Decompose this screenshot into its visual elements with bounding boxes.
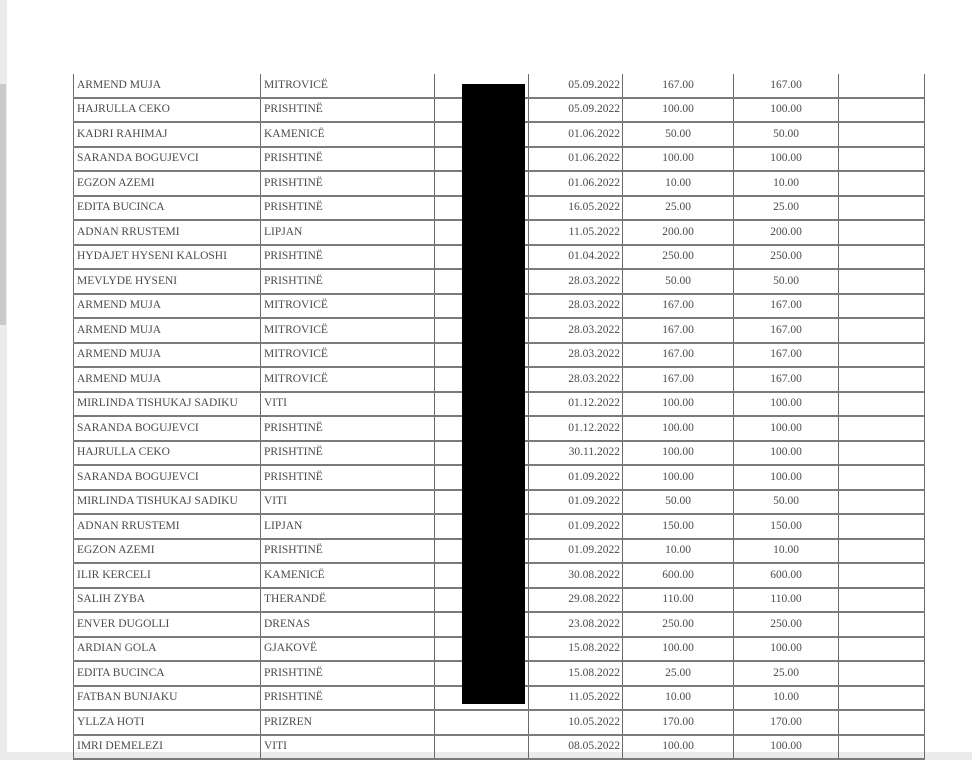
cell-amount: 167.00: [623, 367, 734, 392]
cell-notes: [839, 318, 925, 343]
cell-amount-paid: 170.00: [734, 710, 839, 735]
cell-name: MIRLINDA TISHUKAJ SADIKU: [74, 490, 261, 515]
cell-amount: 10.00: [623, 171, 734, 196]
cell-name: EDITA BUCINCA: [74, 661, 261, 686]
cell-city: PRISHTINË: [261, 441, 435, 466]
cell-amount: 250.00: [623, 612, 734, 637]
table-row: [74, 710, 925, 735]
cell-amount: 167.00: [623, 343, 734, 368]
cell-city: PRISHTINË: [261, 245, 435, 270]
cell-notes: [839, 98, 925, 123]
cell-date: 28.03.2022: [529, 367, 623, 392]
cell-city: MITROVICË: [261, 318, 435, 343]
cell-amount: 50.00: [623, 122, 734, 147]
cell-name: FATBAN BUNJAKU: [74, 686, 261, 711]
cell-name: MIRLINDA TISHUKAJ SADIKU: [74, 392, 261, 417]
cell-notes: [839, 392, 925, 417]
cell-date: 05.09.2022: [529, 74, 623, 98]
cell-city: MITROVICË: [261, 343, 435, 368]
cell-amount: 100.00: [623, 465, 734, 490]
cell-notes: [839, 588, 925, 613]
cell-date: 01.09.2022: [529, 490, 623, 515]
cell-notes: [839, 539, 925, 564]
cell-date: 10.05.2022: [529, 710, 623, 735]
cell-amount: 100.00: [623, 441, 734, 466]
cell-name: ARMEND MUJA: [74, 294, 261, 319]
cell-city: MITROVICË: [261, 294, 435, 319]
cell-date: 15.08.2022: [529, 637, 623, 662]
cell-amount-paid: 110.00: [734, 588, 839, 613]
cell-amount-paid: 100.00: [734, 392, 839, 417]
cell-name: KADRI RAHIMAJ: [74, 122, 261, 147]
cell-date: 28.03.2022: [529, 269, 623, 294]
cell-amount-paid: 600.00: [734, 563, 839, 588]
cell-amount-paid: 10.00: [734, 686, 839, 711]
cell-amount-paid: 10.00: [734, 539, 839, 564]
cell-notes: [839, 490, 925, 515]
cell-amount: 167.00: [623, 294, 734, 319]
cell-name: SARANDA BOGUJEVCI: [74, 465, 261, 490]
cell-amount: 167.00: [623, 318, 734, 343]
cell-name: MEVLYDE HYSENI: [74, 269, 261, 294]
cell-city: KAMENICË: [261, 122, 435, 147]
cell-date: 01.06.2022: [529, 171, 623, 196]
cell-amount-paid: 25.00: [734, 196, 839, 221]
cell-name: YLLZA HOTI: [74, 710, 261, 735]
cell-name: ARMEND MUJA: [74, 367, 261, 392]
cell-city: PRISHTINË: [261, 416, 435, 441]
cell-amount-paid: 100.00: [734, 98, 839, 123]
cell-amount: 150.00: [623, 514, 734, 539]
cell-name: HAJRULLA CEKO: [74, 98, 261, 123]
cell-city: GJAKOVË: [261, 637, 435, 662]
cell-name: ARMEND MUJA: [74, 318, 261, 343]
table-row: [74, 735, 925, 760]
cell-amount: 25.00: [623, 196, 734, 221]
cell-notes: [839, 441, 925, 466]
cell-name: ILIR KERCELI: [74, 563, 261, 588]
cell-notes: [839, 514, 925, 539]
cell-amount-paid: 167.00: [734, 294, 839, 319]
cell-amount: 10.00: [623, 539, 734, 564]
cell-city: KAMENICË: [261, 563, 435, 588]
cell-amount-paid: 50.00: [734, 269, 839, 294]
cell-city: PRISHTINË: [261, 661, 435, 686]
cell-amount: 167.00: [623, 74, 734, 98]
cell-name: ARMEND MUJA: [74, 74, 261, 98]
document-page: [7, 0, 972, 752]
redaction-block: [462, 84, 525, 704]
cell-amount-paid: 200.00: [734, 220, 839, 245]
cell-city: LIPJAN: [261, 514, 435, 539]
cell-date: 28.03.2022: [529, 294, 623, 319]
cell-date: 01.09.2022: [529, 465, 623, 490]
cell-amount-paid: 100.00: [734, 735, 839, 760]
cell-amount: 50.00: [623, 269, 734, 294]
cell-date: 08.05.2022: [529, 735, 623, 760]
cell-notes: [839, 637, 925, 662]
cell-date: 01.09.2022: [529, 514, 623, 539]
cell-city: LIPJAN: [261, 220, 435, 245]
cell-notes: [839, 147, 925, 172]
cell-city: DRENAS: [261, 612, 435, 637]
cell-date: 30.08.2022: [529, 563, 623, 588]
cell-amount-paid: 167.00: [734, 318, 839, 343]
cell-amount: 600.00: [623, 563, 734, 588]
cell-notes: [839, 661, 925, 686]
cell-notes: [839, 294, 925, 319]
cell-notes: [839, 343, 925, 368]
cell-amount-paid: 100.00: [734, 465, 839, 490]
cell-amount: 100.00: [623, 98, 734, 123]
cell-amount: 100.00: [623, 735, 734, 760]
cell-amount: 25.00: [623, 661, 734, 686]
cell-date: 01.09.2022: [529, 539, 623, 564]
cell-date: 16.05.2022: [529, 196, 623, 221]
cell-notes: [839, 563, 925, 588]
cell-date: 01.04.2022: [529, 245, 623, 270]
cell-name: EGZON AZEMI: [74, 171, 261, 196]
cell-date: 23.08.2022: [529, 612, 623, 637]
cell-city: PRISHTINË: [261, 171, 435, 196]
cell-name: ADNAN RRUSTEMI: [74, 220, 261, 245]
cell-city: PRISHTINË: [261, 269, 435, 294]
cell-date: 28.03.2022: [529, 343, 623, 368]
cell-notes: [839, 465, 925, 490]
cell-city: PRISHTINË: [261, 147, 435, 172]
cell-notes: [839, 710, 925, 735]
cell-date: 29.08.2022: [529, 588, 623, 613]
cell-notes: [839, 245, 925, 270]
cell-name: HYDAJET HYSENI KALOSHI: [74, 245, 261, 270]
cell-amount-paid: 167.00: [734, 367, 839, 392]
cell-date: 28.03.2022: [529, 318, 623, 343]
cell-amount-paid: 100.00: [734, 147, 839, 172]
cell-notes: [839, 416, 925, 441]
cell-city: PRISHTINË: [261, 98, 435, 123]
cell-amount-paid: 100.00: [734, 441, 839, 466]
cell-name: ARDIAN GOLA: [74, 637, 261, 662]
cell-blank: [435, 735, 529, 760]
cell-name: IMRI DEMELEZI: [74, 735, 261, 760]
cell-notes: [839, 122, 925, 147]
cell-city: VITI: [261, 490, 435, 515]
cell-amount-paid: 167.00: [734, 343, 839, 368]
cell-name: ADNAN RRUSTEMI: [74, 514, 261, 539]
cell-city: THERANDË: [261, 588, 435, 613]
cell-amount: 10.00: [623, 686, 734, 711]
cell-amount-paid: 250.00: [734, 245, 839, 270]
cell-date: 01.06.2022: [529, 147, 623, 172]
cell-city: MITROVICË: [261, 74, 435, 98]
scrollbar-thumb[interactable]: [0, 84, 6, 325]
cell-date: 01.06.2022: [529, 122, 623, 147]
cell-name: EGZON AZEMI: [74, 539, 261, 564]
cell-notes: [839, 74, 925, 98]
cell-name: ARMEND MUJA: [74, 343, 261, 368]
cell-city: MITROVICË: [261, 367, 435, 392]
cell-notes: [839, 171, 925, 196]
cell-amount: 110.00: [623, 588, 734, 613]
cell-city: VITI: [261, 735, 435, 760]
cell-amount: 100.00: [623, 147, 734, 172]
cell-city: PRISHTINË: [261, 539, 435, 564]
cell-city: PRIZREN: [261, 710, 435, 735]
cell-city: PRISHTINË: [261, 465, 435, 490]
cell-notes: [839, 686, 925, 711]
cell-name: EDITA BUCINCA: [74, 196, 261, 221]
cell-date: 15.08.2022: [529, 661, 623, 686]
cell-amount-paid: 10.00: [734, 171, 839, 196]
cell-date: 01.12.2022: [529, 416, 623, 441]
cell-amount: 50.00: [623, 490, 734, 515]
cell-notes: [839, 269, 925, 294]
cell-city: VITI: [261, 392, 435, 417]
cell-amount-paid: 250.00: [734, 612, 839, 637]
cell-name: SARANDA BOGUJEVCI: [74, 416, 261, 441]
cell-amount: 100.00: [623, 392, 734, 417]
cell-notes: [839, 735, 925, 760]
cell-amount-paid: 167.00: [734, 74, 839, 98]
cell-notes: [839, 367, 925, 392]
cell-notes: [839, 196, 925, 221]
cell-date: 01.12.2022: [529, 392, 623, 417]
cell-city: PRISHTINË: [261, 686, 435, 711]
cell-date: 11.05.2022: [529, 220, 623, 245]
cell-notes: [839, 220, 925, 245]
cell-name: SALIH ZYBA: [74, 588, 261, 613]
cell-name: SARANDA BOGUJEVCI: [74, 147, 261, 172]
cell-amount: 100.00: [623, 416, 734, 441]
cell-amount: 250.00: [623, 245, 734, 270]
cell-amount: 100.00: [623, 637, 734, 662]
cell-amount-paid: 100.00: [734, 637, 839, 662]
cell-blank: [435, 710, 529, 735]
cell-date: 11.05.2022: [529, 686, 623, 711]
cell-name: HAJRULLA CEKO: [74, 441, 261, 466]
cell-name: ENVER DUGOLLI: [74, 612, 261, 637]
cell-amount: 170.00: [623, 710, 734, 735]
cell-notes: [839, 612, 925, 637]
cell-amount-paid: 50.00: [734, 490, 839, 515]
cell-amount-paid: 25.00: [734, 661, 839, 686]
cell-amount-paid: 50.00: [734, 122, 839, 147]
cell-date: 30.11.2022: [529, 441, 623, 466]
cell-city: PRISHTINË: [261, 196, 435, 221]
cell-amount-paid: 150.00: [734, 514, 839, 539]
cell-date: 05.09.2022: [529, 98, 623, 123]
cell-amount-paid: 100.00: [734, 416, 839, 441]
cell-amount: 200.00: [623, 220, 734, 245]
